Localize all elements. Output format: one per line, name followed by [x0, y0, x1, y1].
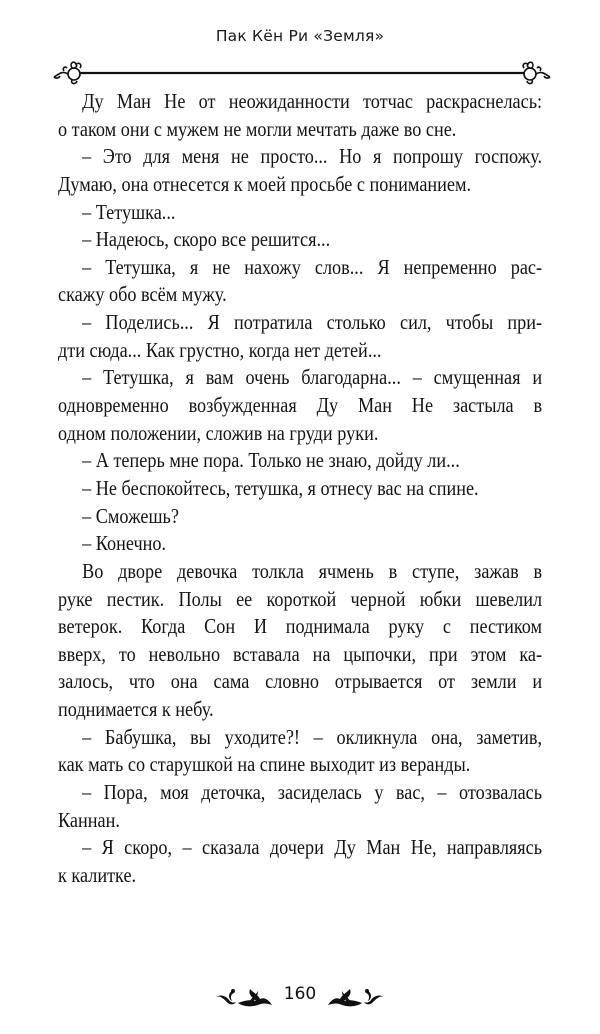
text-line: вверх, то невольно вставала на цыпочки, при этом ка- — [58, 641, 543, 666]
header-rule-ornament-icon — [52, 57, 552, 87]
text-line: руке пестик. Полы ее короткой черной юбки шевелил — [58, 586, 543, 611]
text-line: – Конечно. — [82, 531, 167, 556]
text-line: – А теперь мне пора. Только не знаю, дойду ли... — [82, 448, 460, 473]
page-number: 160 — [283, 984, 317, 1004]
text-line: – Надеюсь, скоро все решится... — [82, 227, 331, 252]
text-line: одновременно возбужденная Ду Ман Не застыла в — [58, 393, 543, 418]
text-line: – Пора, моя деточка, засиделась у вас, – отозвалась — [82, 780, 543, 805]
running-head-title: Пак Кён Ри «Земля» — [215, 27, 385, 45]
right-knot-ornament-icon — [523, 62, 550, 83]
text-line: одном положении, сложив на груди руки. — [58, 420, 379, 445]
text-line: к калитке. — [58, 862, 137, 887]
text-line: – Тетушка, я вам очень благодарна... – смущенная и — [82, 365, 543, 390]
text-line: о таком они с мужем не могли мечтать даже во сне. — [58, 116, 457, 141]
text-line: – Не беспокойтесь, тетушка, я отнесу вас на спине. — [82, 475, 479, 500]
header-rule — [52, 57, 552, 87]
text-line: дти сюда... Как грустно, когда нет детей... — [58, 337, 382, 362]
page-body — [58, 88, 542, 890]
text-line: – Тетушка, я не нахожу слов... Я непременно рас- — [82, 254, 543, 279]
text-line: Каннан. — [58, 807, 120, 832]
text-line: – Я скоро, – сказала дочери Ду Ман Не, направляясь — [82, 835, 543, 860]
text-line: – Бабушка, вы уходите?! – окликнула она, заметив, — [82, 724, 543, 749]
text-line: ветерок. Когда Сон И поднимала руку с пестиком — [58, 614, 543, 639]
right-leaf-flourish-icon — [326, 985, 386, 1011]
page-footer — [0, 978, 600, 1018]
left-knot-ornament-icon — [54, 62, 81, 83]
text-line: – Это для меня не просто... Но я попрошу госпожу. — [82, 144, 543, 169]
left-leaf-flourish-icon — [214, 985, 274, 1011]
text-line: Во дворе девочка толкла ячмень в ступе, зажав в — [82, 558, 543, 583]
text-line: Ду Ман Не от неожиданности тотчас раскраснелась: — [82, 89, 543, 113]
text-line: – Тетушка... — [82, 199, 176, 224]
text-line: поднимается к небу. — [58, 697, 214, 722]
text-line: как мать со старушкой на спине выходит из веранды. — [58, 752, 471, 777]
text-line: залось, что она сама словно отрывается от земли и — [58, 669, 543, 694]
text-line: – Поделись... Я потратила столько сил, чтобы при- — [82, 310, 543, 335]
text-line: Думаю, она отнесется к моей просьбе с пониманием. — [58, 171, 472, 196]
text-line: скажу обо всём мужу. — [58, 282, 227, 307]
text-line: – Сможешь? — [82, 503, 179, 528]
